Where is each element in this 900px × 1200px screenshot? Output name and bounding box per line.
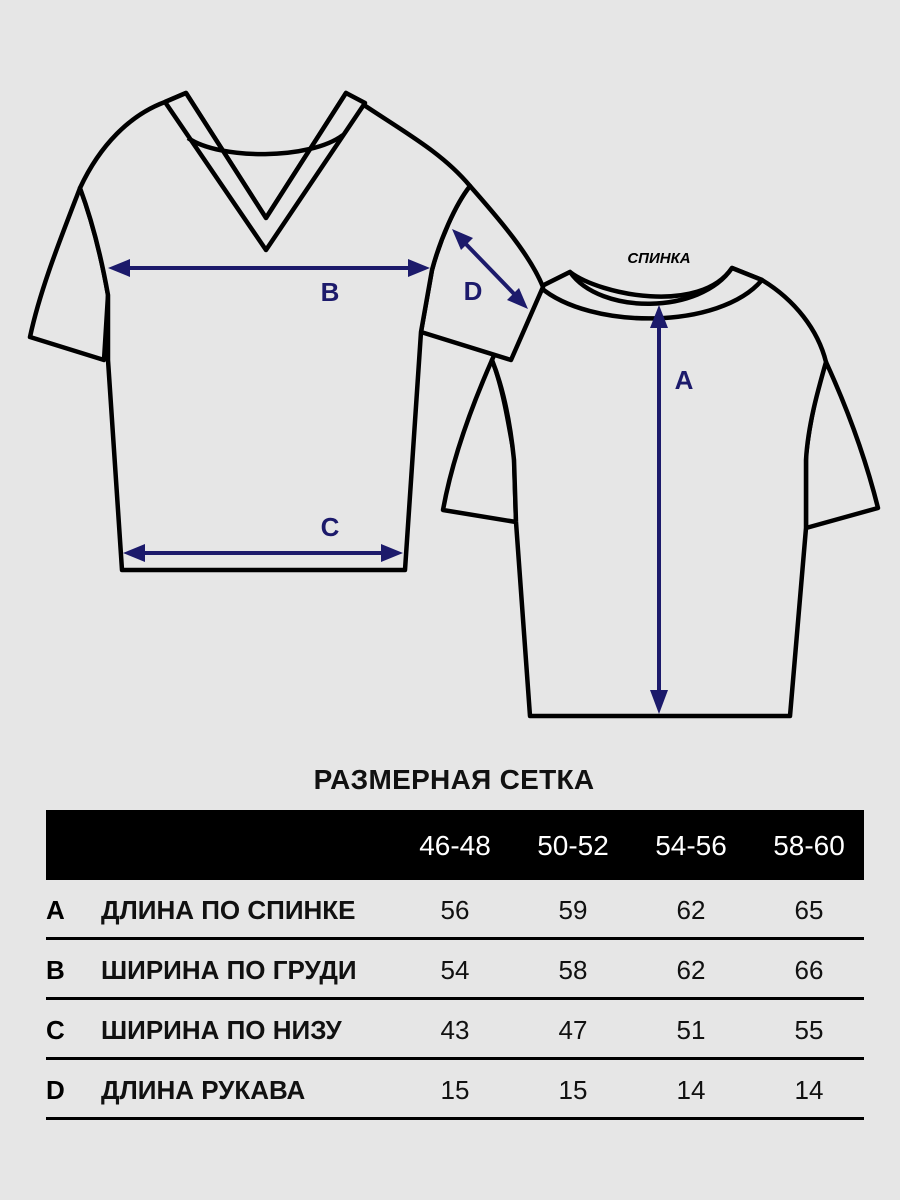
row-value: 56 bbox=[440, 895, 470, 925]
row-code: C bbox=[46, 1015, 65, 1045]
row-value: 55 bbox=[794, 1015, 824, 1045]
label-b: B bbox=[320, 277, 340, 307]
row-value: 62 bbox=[676, 895, 706, 925]
row-value: 43 bbox=[440, 1015, 470, 1045]
table-row bbox=[46, 1000, 864, 1060]
row-value: 15 bbox=[440, 1075, 470, 1105]
label-d: D bbox=[463, 276, 483, 306]
row-code: B bbox=[46, 955, 65, 985]
size-chart-table bbox=[46, 810, 864, 1120]
size-header-4: 58-60 bbox=[773, 830, 845, 861]
table-row bbox=[46, 1060, 864, 1120]
row-measure-name: ДЛИНА РУКАВА bbox=[101, 1075, 306, 1105]
label-a: A bbox=[674, 365, 694, 395]
label-c: C bbox=[320, 512, 340, 542]
row-value: 47 bbox=[558, 1015, 588, 1045]
row-measure-name: ШИРИНА ПО НИЗУ bbox=[101, 1015, 342, 1045]
table-row bbox=[46, 880, 864, 940]
row-code: D bbox=[46, 1075, 65, 1105]
row-value: 14 bbox=[676, 1075, 706, 1105]
back-view-label: СПИНКА bbox=[627, 250, 691, 267]
row-value: 54 bbox=[440, 955, 470, 985]
table-row bbox=[46, 940, 864, 1000]
size-header-3: 54-56 bbox=[655, 830, 727, 861]
row-value: 65 bbox=[794, 895, 824, 925]
row-value: 51 bbox=[676, 1015, 706, 1045]
row-value: 66 bbox=[794, 955, 824, 985]
row-value: 59 bbox=[558, 895, 588, 925]
row-value: 14 bbox=[794, 1075, 824, 1105]
row-measure-name: ШИРИНА ПО ГРУДИ bbox=[101, 955, 357, 985]
size-chart-title: РАЗМЕРНАЯ СЕТКА bbox=[313, 764, 595, 795]
size-header-1: 46-48 bbox=[419, 830, 491, 861]
size-header-2: 50-52 bbox=[537, 830, 609, 861]
front-body bbox=[80, 93, 470, 570]
size-chart-header bbox=[46, 810, 864, 880]
row-value: 15 bbox=[558, 1075, 588, 1105]
row-code: A bbox=[46, 895, 65, 925]
row-value: 62 bbox=[676, 955, 706, 985]
row-value: 58 bbox=[558, 955, 588, 985]
row-measure-name: ДЛИНА ПО СПИНКЕ bbox=[101, 895, 356, 925]
